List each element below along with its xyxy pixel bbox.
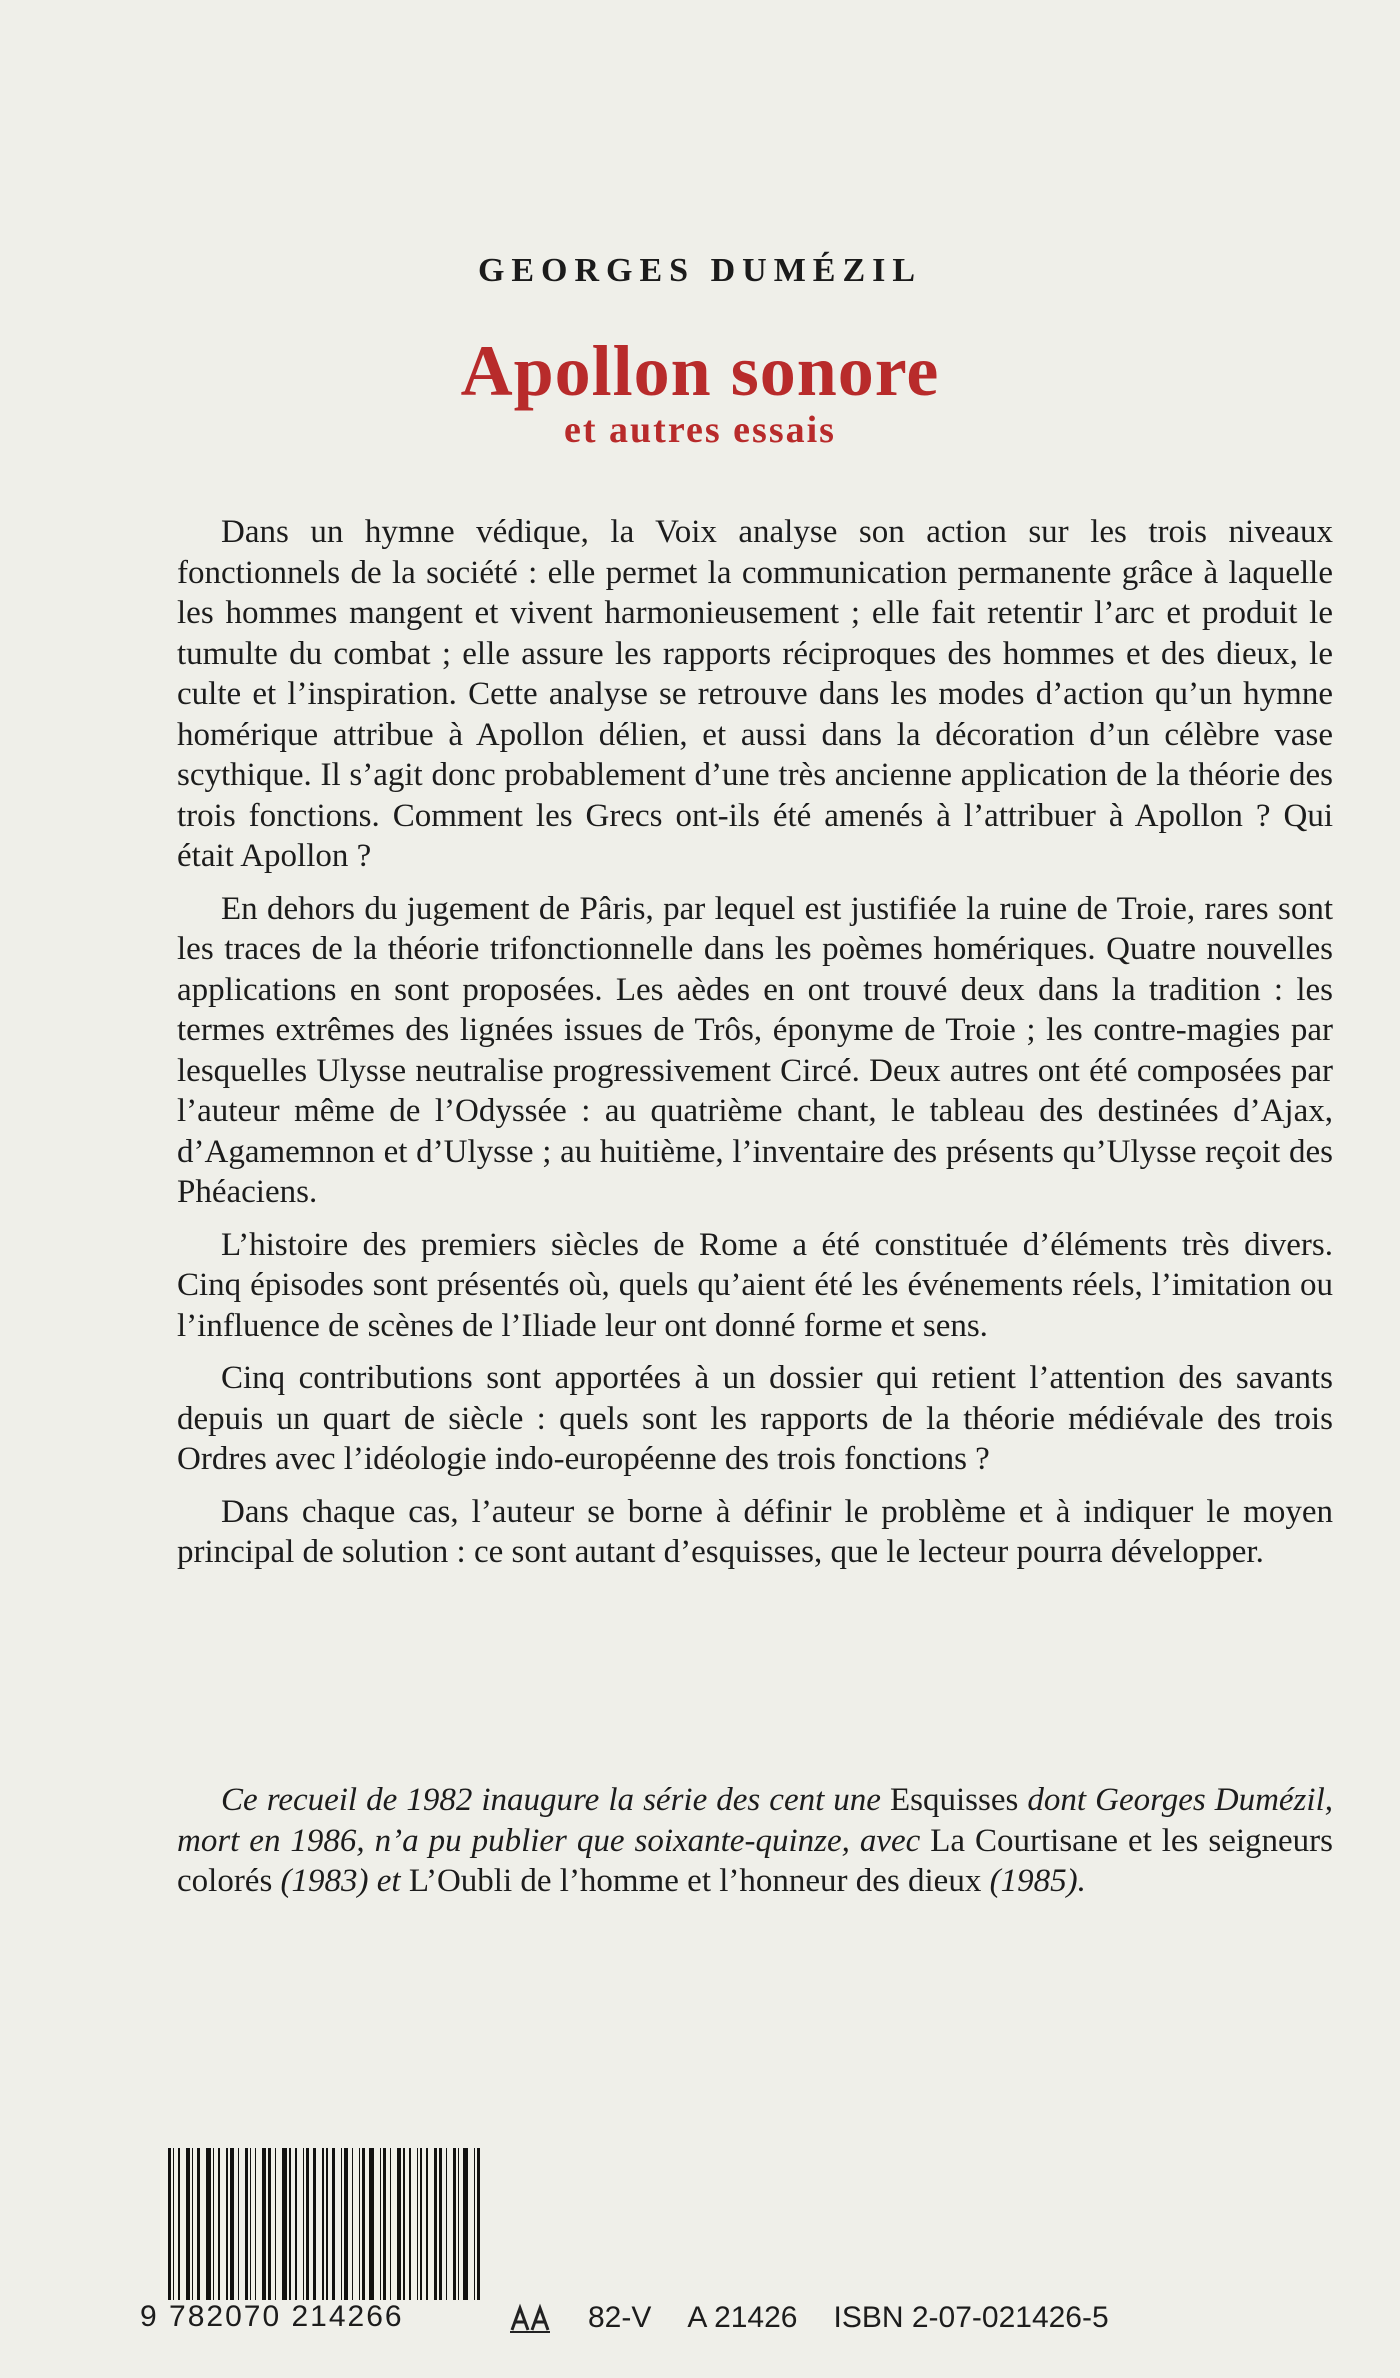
barcode-bar bbox=[458, 2148, 459, 2300]
note-part-2: Esquisses bbox=[890, 1782, 1019, 1818]
barcode-bar bbox=[289, 2148, 292, 2300]
barcode-bar bbox=[390, 2148, 391, 2300]
series-code: 82-V bbox=[588, 2301, 652, 2334]
barcode-bar bbox=[192, 2148, 193, 2300]
barcode-bar bbox=[446, 2148, 447, 2300]
blurb-paragraph-2: En dehors du jugement de Pâris, par lequel est justifiée la ruine de Troie, rares sont les traces de la théorie trifonctionnelle dans les poèmes homériques. Quatre nouvelles applications en sont proposées. Les aèdes en ont trouvé deux dans la tradition : les termes extrêmes des lignées issues de Trôs, éponyme de Troie ; les contre-magies par lesquelles Ulysse neutralise progressivement Circé. Deux autres ont été composées par l’auteur même de l’Odyssée : au quatrième chant, le tableau des destinées d’Ajax, d’Agamemnon et d’Ulysse ; au huitième, l’inventaire des présents qu’Ulysse reçoit des Phéaciens. bbox=[177, 890, 1333, 1210]
blurb-paragraph-5: Dans chaque cas, l’auteur se borne à définir le problème et à indiquer le moyen principal de solution : ce sont autant d’esquisses, que le lecteur pourra développer. bbox=[177, 1493, 1333, 1570]
barcode-bar bbox=[420, 2148, 423, 2300]
barcode-bar bbox=[262, 2148, 266, 2300]
barcode-bar bbox=[295, 2148, 296, 2300]
barcode-bar bbox=[426, 2148, 427, 2300]
note-part-3: dont Georges Dumézil, mort en 1986, n’a pu publier que soixante-quinze, avec bbox=[177, 1782, 1333, 1859]
barcode-bar bbox=[383, 2148, 386, 2300]
barcode-bar bbox=[250, 2148, 251, 2300]
blurb-paragraph-3: L’histoire des premiers siècles de Rome a été constituée d’éléments très divers. Cinq épisodes sont présentés où, quels qu’aient été les événements réels, l’imitation ou l’influence de scènes de l’Iliade leur ont donné forme et sens. bbox=[177, 1226, 1333, 1344]
author-name: GEORGES DUMÉZIL bbox=[477, 252, 923, 289]
note-part-4: La Courtisane et les seigneurs colorés bbox=[177, 1822, 1333, 1899]
barcode-bar bbox=[326, 2148, 329, 2300]
blurb-paragraph-1: Dans un hymne védique, la Voix analyse son action sur les trois niveaux fonctionnels de la société : elle permet la communication permanente grâce à laquelle les hommes mangent et vivent harmonieusement ; elle fait retentir l’arc et produit le tumulte du combat ; elle assure les rapports réciproques des hommes et des dieux, le culte et l’inspiration. Cette analyse se retrouve dans les modes d’action qu’un hymne homérique attribue à Apollon délien, et aussi dans la décoration d’un célèbre vase scythique. Il s’agit donc probablement d’une très ancienne application de la théorie des trois fonctions. Comment les Grecs ont-ils été amenés à l’attribuer à Apollon ? Qui était Apollon ? bbox=[177, 514, 1333, 874]
barcode-bar bbox=[352, 2148, 353, 2300]
barcode-bar bbox=[380, 2148, 381, 2300]
barcode-digits: 9 782070 214266 bbox=[140, 2300, 404, 2333]
barcode-bar bbox=[168, 2148, 171, 2300]
barcode-bar bbox=[230, 2148, 234, 2300]
barcode-bar bbox=[359, 2148, 360, 2300]
barcode-bar bbox=[417, 2148, 418, 2300]
book-subtitle: et autres essais bbox=[564, 409, 836, 451]
note-part-5: (1983) et bbox=[280, 1863, 401, 1899]
barcode-bar bbox=[178, 2148, 181, 2300]
barcode-bar bbox=[403, 2148, 406, 2300]
barcode bbox=[168, 2148, 484, 2300]
note-part-1: Ce recueil de 1982 inaugure la série des cent une bbox=[221, 1782, 881, 1818]
barcode-bar bbox=[303, 2148, 304, 2300]
barcode-bar bbox=[268, 2148, 271, 2300]
barcode-bar bbox=[197, 2148, 200, 2300]
blurb bbox=[177, 512, 1333, 1585]
barcode-bar bbox=[409, 2148, 410, 2300]
barcode-bar bbox=[362, 2148, 365, 2300]
barcode-bar bbox=[238, 2148, 239, 2300]
barcode-bar bbox=[218, 2148, 219, 2300]
barcode-bar bbox=[474, 2148, 475, 2300]
barcode-bar bbox=[344, 2148, 348, 2300]
barcode-bar bbox=[213, 2148, 214, 2300]
book-title: Apollon sonore bbox=[460, 331, 940, 411]
barcode-bar bbox=[282, 2148, 287, 2300]
series-note bbox=[177, 1780, 1333, 1902]
note-part-6: L’Oubli de l’homme et l’honneur des dieux bbox=[408, 1863, 982, 1899]
barcode-bar bbox=[463, 2148, 468, 2300]
barcode-bar bbox=[313, 2148, 317, 2300]
barcode-bar bbox=[206, 2148, 211, 2300]
barcode-bar bbox=[173, 2148, 174, 2300]
barcode-bar bbox=[322, 2148, 323, 2300]
barcode-bar bbox=[369, 2148, 374, 2300]
blurb-paragraph-4: Cinq contributions sont apportées à un dossier qui retient l’attention des savants depuis un quart de siècle : quels sont les rapports de la théorie médiévale des trois Ordres avec l’idéologie indo-européenne des trois fonctions ? bbox=[177, 1360, 1333, 1477]
barcode-bar bbox=[341, 2148, 342, 2300]
barcode-bar bbox=[255, 2148, 256, 2300]
barcode-bar bbox=[306, 2148, 309, 2300]
note-part-7: (1985). bbox=[989, 1863, 1086, 1899]
barcode-bar bbox=[477, 2148, 480, 2300]
barcode-bar bbox=[434, 2148, 438, 2300]
barcode-bar bbox=[186, 2148, 190, 2300]
barcode-bar bbox=[439, 2148, 442, 2300]
barcode-bar bbox=[226, 2148, 229, 2300]
barcode-bar bbox=[453, 2148, 456, 2300]
reference-code: A 21426 bbox=[687, 2301, 798, 2334]
barcode-bar bbox=[332, 2148, 335, 2300]
gallimard-logo-icon bbox=[508, 2300, 552, 2336]
barcode-bar bbox=[275, 2148, 276, 2300]
isbn: ISBN 2-07-021426-5 bbox=[833, 2301, 1109, 2334]
barcode-bar bbox=[397, 2148, 401, 2300]
barcode-bar bbox=[245, 2148, 248, 2300]
footer-codes bbox=[508, 2300, 1109, 2336]
